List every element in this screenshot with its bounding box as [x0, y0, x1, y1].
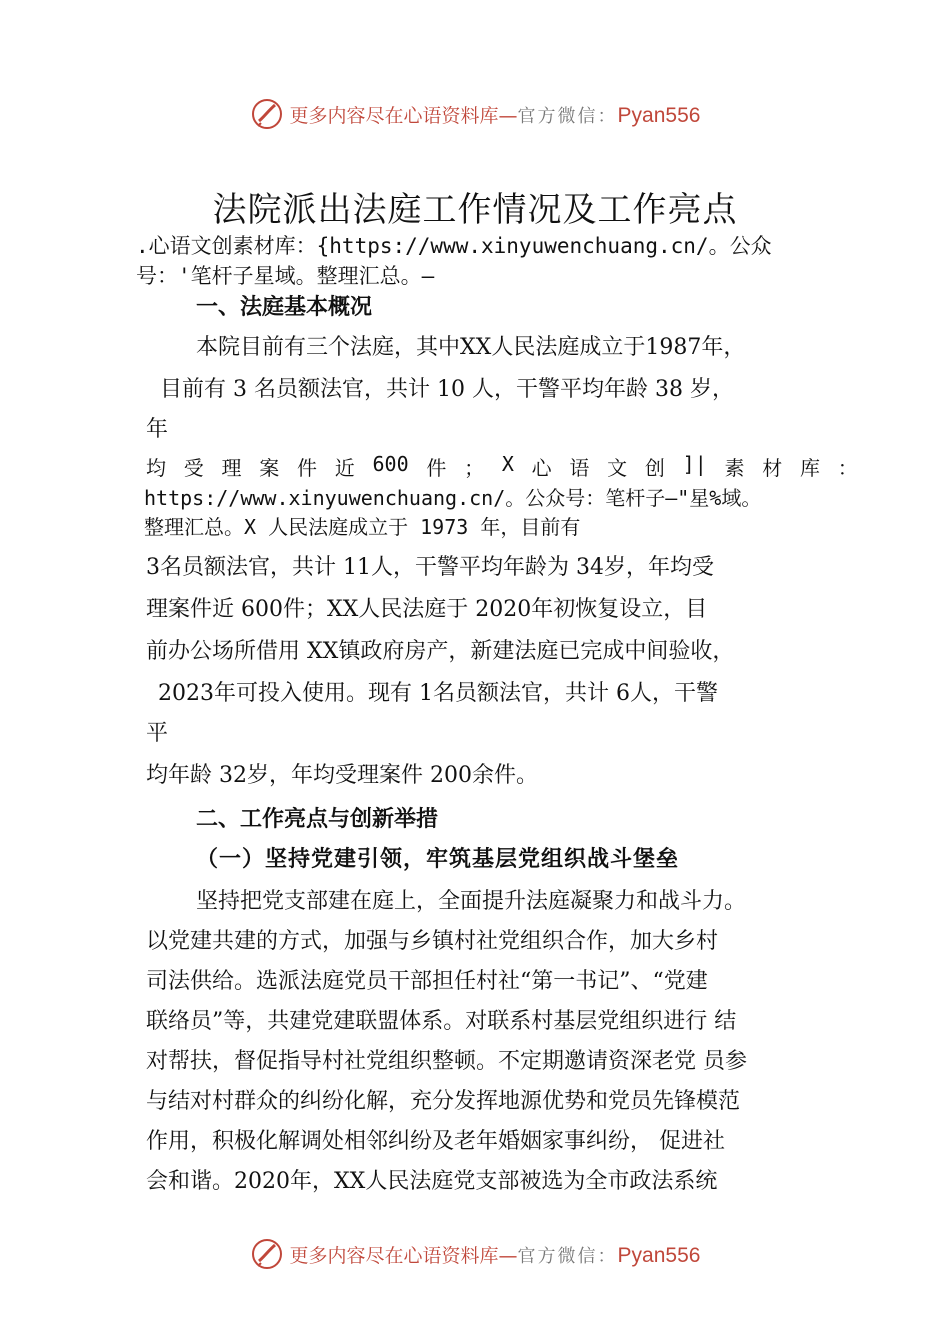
text-line: 以党建共建的方式，加强与乡镇村社党组织合作，加大乡村 — [146, 929, 719, 954]
section-heading-1: 一、法庭基本概况 — [196, 295, 373, 320]
text-line: 目前有 3 名员额法官，共计 10 人，干警平均年龄 38 岁， — [160, 377, 734, 402]
text-line: 3名员额法官，共计 11人，干警平均年龄为 34岁，年均受 — [146, 555, 714, 580]
text-line: .心语文创素材库：{https://www.xinyuwenchuang.cn/。公众 — [136, 234, 772, 258]
watermark-text: 更多内容尽在心语资料库—官方微信：Pyan556 — [289, 103, 701, 127]
text-line: 坚持把党支部建在庭上，全面提升法庭凝聚力和战斗力。 — [196, 889, 747, 914]
watermark-banner-top — [0, 94, 950, 134]
text-line: https://www.xinyuwenchuang.cn/。公众号：笔杆子—"星%域。 — [144, 486, 762, 510]
text-line: 平 — [146, 721, 169, 746]
text-line: 作用，积极化解调处相邻纠纷及老年婚姻家事纠纷， 促进社 — [146, 1129, 725, 1154]
text-line: 与结对村群众的纠纷化解，充分发挥地源优势和党员先锋模范 — [146, 1089, 741, 1114]
section-heading-2: 二、工作亮点与创新举措 — [196, 807, 439, 832]
watermark-text: 更多内容尽在心语资料库—官方微信：Pyan556 — [289, 1243, 701, 1267]
text-line: 会和谐。2020年，XX人民法庭党支部被选为全市政法系统 — [146, 1169, 718, 1194]
text-line: 理案件近 600件；XX人民法庭于 2020年初恢复设立，目 — [146, 597, 708, 622]
text-line: 号：'笔杆子星域。整理汇总。— — [136, 264, 435, 288]
text-line: 司法供给。选派法庭党员干部担任村社“第一书记”、“党建 — [146, 969, 708, 994]
text-line: 整理汇总。X 人民法庭成立于 1973 年，目前有 — [144, 515, 581, 539]
brush-logo-icon — [250, 1237, 284, 1271]
text-line: 本院目前有三个法庭，其中XX人民法庭成立于1987年， — [196, 335, 746, 360]
document-title: 法院派出法庭工作情况及工作亮点 — [212, 190, 738, 230]
brush-logo-icon — [250, 97, 284, 131]
text-line-justified: 均 受 理 案 件 近 600 件 ； X 心 语 文 创 ]| 素 材 库 ： — [146, 452, 858, 480]
text-line: 对帮扶，督促指导村社党组织整顿。不定期邀请资深老党 员参 — [146, 1049, 747, 1074]
subsection-heading: （一）坚持党建引领，牢筑基层党组织战斗堡垒 — [196, 846, 680, 872]
text-line: 联络员”等，共建党建联盟体系。对联系村基层党组织进行 结 — [146, 1009, 737, 1034]
watermark-banner-bottom — [0, 1234, 950, 1274]
text-line: 均年龄 32岁，年均受理案件 200余件。 — [146, 763, 538, 788]
text-line: 前办公场所借用 XX镇政府房产，新建法庭已完成中间验收， — [146, 639, 735, 664]
text-line: 年 — [146, 417, 169, 442]
text-line: 2023年可投入使用。现有 1名员额法官，共计 6人，干警 — [158, 681, 718, 706]
